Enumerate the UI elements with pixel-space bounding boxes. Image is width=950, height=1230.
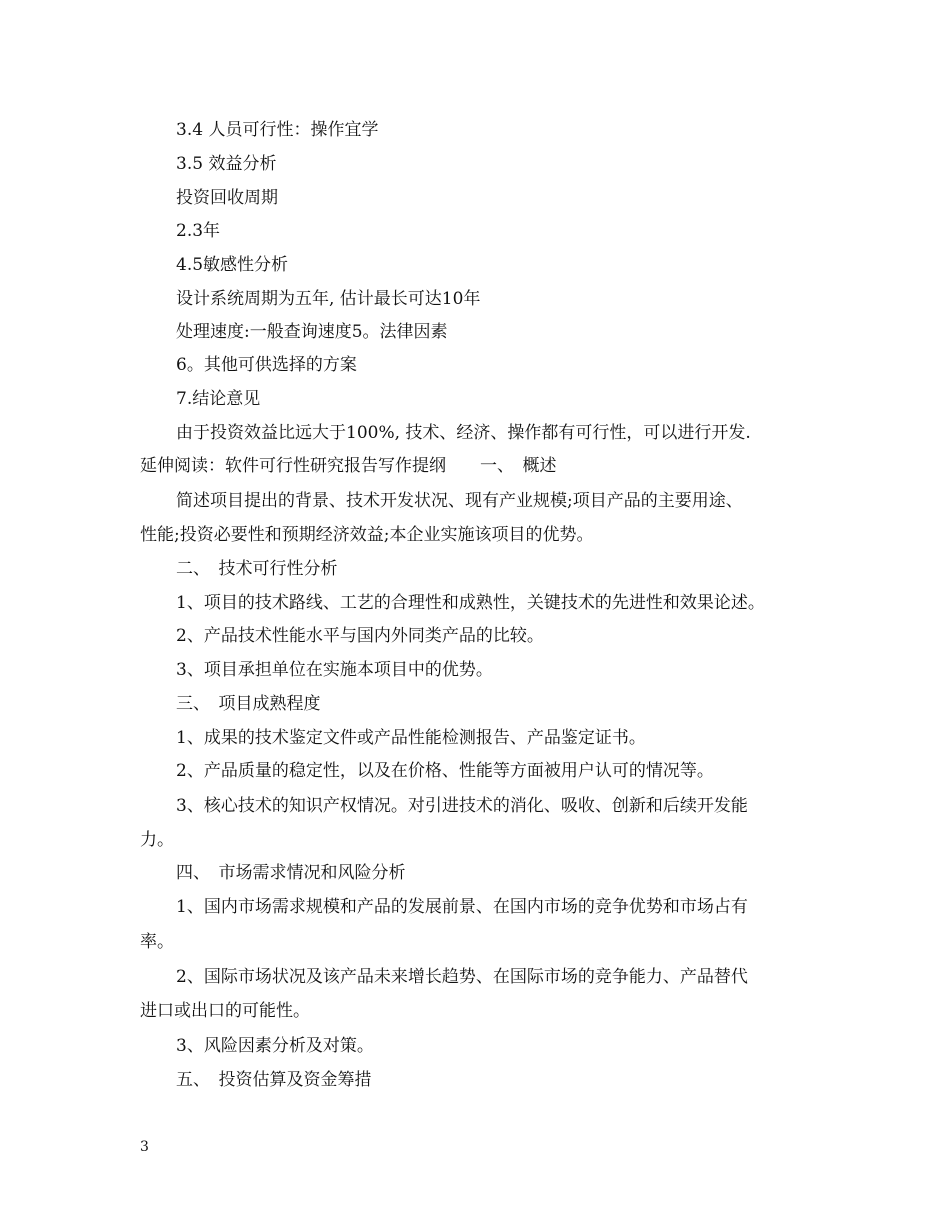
- text-line: 设计系统周期为五年, 估计最长可达10年: [176, 289, 481, 309]
- text-line: 率。: [140, 932, 174, 952]
- text-line: 7.结论意见: [176, 389, 261, 409]
- text-line: 1、项目的技术路线、工艺的合理性和成熟性，关键技术的先进性和效果论述。: [176, 593, 765, 613]
- text-line: 2.3年: [176, 221, 221, 241]
- text-line: 6。其他可供选择的方案: [176, 355, 357, 375]
- text-line: 简述项目提出的背景、技术开发状况、现有产业规模;项目产品的主要用途、: [176, 491, 743, 511]
- text-line: 2、产品技术性能水平与国内外同类产品的比较。: [176, 626, 544, 646]
- section-heading: 二、 技术可行性分析: [176, 559, 338, 579]
- section-heading: 四、 市场需求情况和风险分析: [176, 863, 406, 883]
- text-line: 性能;投资必要性和预期经济效益;本企业实施该项目的优势。: [140, 525, 594, 545]
- text-line: 3、风险因素分析及对策。: [176, 1036, 374, 1056]
- text-line: 3.4 人员可行性：操作宜学: [176, 120, 379, 140]
- text-line: 3、核心技术的知识产权情况。对引进技术的消化、吸收、创新和后续开发能: [176, 796, 748, 816]
- text-line: 处理速度:一般查询速度5。法律因素: [176, 322, 448, 342]
- text-line: 2、国际市场状况及该产品未来增长趋势、在国际市场的竞争能力、产品替代: [176, 967, 748, 987]
- text-line: 进口或出口的可能性。: [140, 1001, 310, 1021]
- text-line: 由于投资效益比远大于100%, 技术、经济、操作都有可行性，可以进行开发.: [176, 423, 751, 443]
- page-number: 3: [140, 1139, 149, 1155]
- text-line: 2、产品质量的稳定性，以及在价格、性能等方面被用户认可的情况等。: [176, 761, 714, 781]
- section-heading: 三、 项目成熟程度: [176, 694, 321, 714]
- text-line: 1、国内市场需求规模和产品的发展前景、在国内市场的竞争优势和市场占有: [176, 897, 748, 917]
- section-heading: 五、 投资估算及资金筹措: [176, 1070, 372, 1090]
- text-line: 1、成果的技术鉴定文件或产品性能检测报告、产品鉴定证书。: [176, 728, 646, 748]
- text-line: 延伸阅读：软件可行性研究报告写作提纲 一、 概述: [140, 456, 557, 476]
- text-line: 3、项目承担单位在实施本项目中的优势。: [176, 660, 493, 680]
- text-line: 4.5敏感性分析: [176, 255, 289, 275]
- text-line: 投资回收周期: [176, 188, 278, 208]
- text-line: 3.5 效益分析: [176, 154, 277, 174]
- text-line: 力。: [140, 830, 174, 850]
